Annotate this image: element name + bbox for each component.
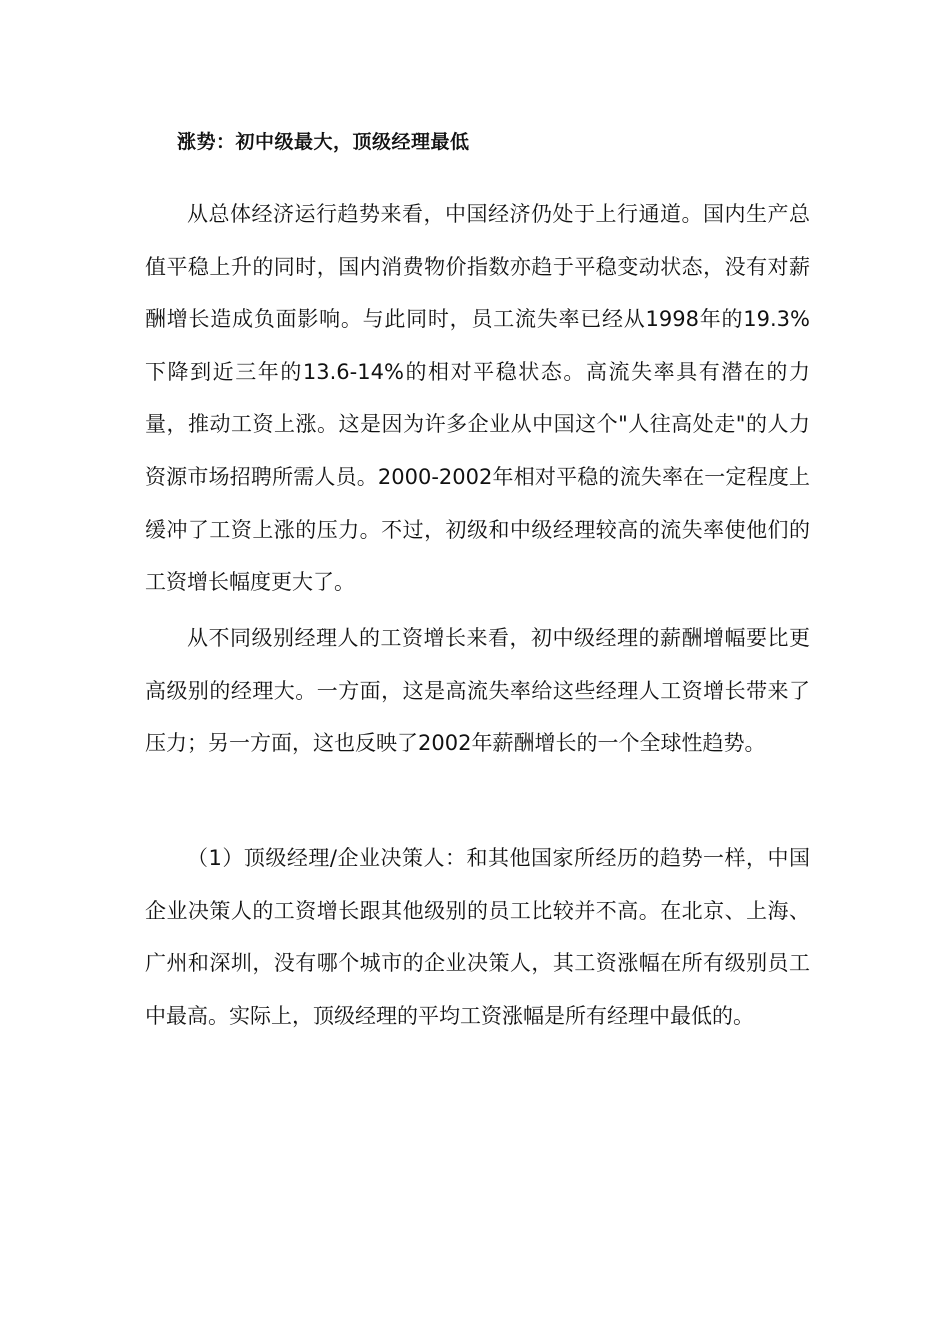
- paragraph-economic-trend: 从总体经济运行趋势来看，中国经济仍处于上行通道。国内生产总值平稳上升的同时，国内消费物价指数亦趋于平稳变动状态，没有对薪酬增长造成负面影响。与此同时，员工流失率已经从1998年的19.3%下降到近三年的13.6-14%的相对平稳状态。高流失率具有潜在的力量，推动工资上涨。这是因为许多企业从中国这个"人往高处走"的人力资源市场招聘所需人员。2000-2002年相对平稳的流失率在一定程度上缓冲了工资上涨的压力。不过，初级和中级经理较高的流失率使他们的工资增长幅度更大了。: [145, 202, 810, 595]
- paragraph-manager-levels: 从不同级别经理人的工资增长来看，初中级经理的薪酬增幅要比更高级别的经理大。一方面，这是高流失率给这些经理人工资增长带来了压力；另一方面，这也反映了2002年薪酬增长的一个全球性趋势。: [145, 626, 810, 756]
- section-heading: 涨势：初中级最大，顶级经理最低: [177, 131, 470, 153]
- paragraph-top-managers: （1）顶级经理/企业决策人：和其他国家所经历的趋势一样，中国企业决策人的工资增长跟其他级别的员工比较并不高。在北京、上海、广州和深圳，没有哪个城市的企业决策人，其工资涨幅在所有级别员工中最高。实际上，顶级经理的平均工资涨幅是所有经理中最低的。: [145, 846, 810, 1028]
